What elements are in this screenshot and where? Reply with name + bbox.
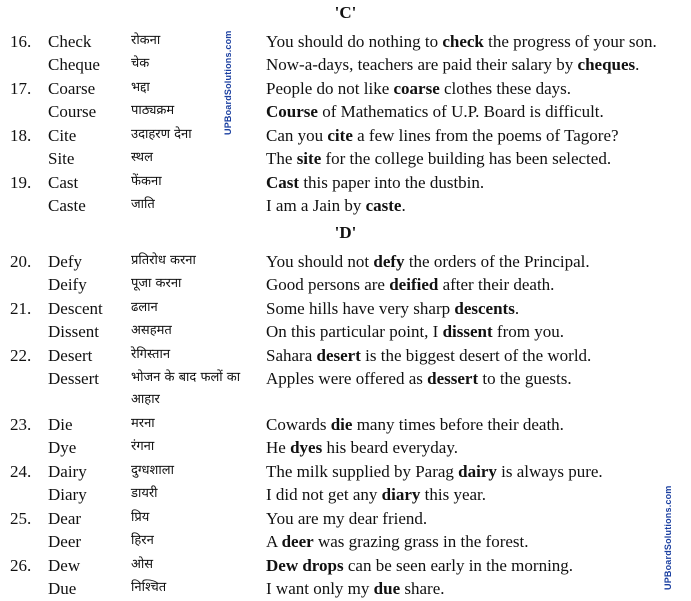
list-item <box>0 53 691 76</box>
example-sentence <box>266 124 619 147</box>
hindi-meaning: भोजन के बाद फलों का आहार <box>131 370 241 407</box>
sentence-text: I did not get any <box>266 485 382 504</box>
sentence-text: share. <box>400 579 445 598</box>
headword: Caste <box>48 196 86 215</box>
sentence-text: Sahara <box>266 346 317 365</box>
example-sentence <box>266 250 590 273</box>
sentence-text: You should do nothing to <box>266 32 443 51</box>
sentence-text: Cowards <box>266 415 331 434</box>
list-item <box>0 194 691 217</box>
list-item <box>0 507 691 530</box>
sentence-keyword: diary <box>381 485 421 504</box>
entry-number: 19. <box>10 173 32 192</box>
entry-number: 22. <box>10 346 32 365</box>
list-item <box>0 124 691 147</box>
hindi-meaning: चेक <box>131 56 150 71</box>
list-item <box>0 436 691 459</box>
entry-number: 26. <box>10 556 32 575</box>
sentence-keyword: deer <box>281 532 314 551</box>
hindi-meaning: पूजा करना <box>131 276 182 291</box>
example-sentence <box>266 507 427 530</box>
sentence-text: You should not <box>266 252 374 271</box>
sentence-text: for the college building has been selected. <box>321 149 612 168</box>
hindi-meaning: स्थल <box>131 150 153 165</box>
sentence-text: of Mathematics of U.P. Board is difficult. <box>317 102 604 121</box>
sentence-text: The milk supplied by Parag <box>266 462 459 481</box>
sentence-text: . <box>514 299 520 318</box>
sentence-text: Some hills have very sharp <box>266 299 455 318</box>
example-sentence <box>266 577 445 600</box>
hindi-meaning: रंगना <box>131 439 155 454</box>
sentence-text: I am a Jain by <box>266 196 366 215</box>
list-item <box>0 147 691 170</box>
headword: Dear <box>48 509 82 528</box>
headword: Dissent <box>48 322 99 341</box>
sentence-text: On this particular point, I <box>266 322 443 341</box>
list-item <box>0 577 691 600</box>
sentence-text: Good persons are <box>266 275 390 294</box>
example-sentence <box>266 194 406 217</box>
sentence-keyword: caste <box>365 196 402 215</box>
headword: Diary <box>48 485 87 504</box>
hindi-meaning: उदाहरण देना <box>131 127 192 142</box>
sentence-text: . <box>401 196 406 215</box>
sentence-keyword: desert <box>316 346 361 365</box>
example-sentence <box>266 436 458 459</box>
headword: Defy <box>48 252 82 271</box>
sentence-keyword: deified <box>389 275 439 294</box>
sentence-keyword: due <box>373 579 401 598</box>
list-item <box>0 30 691 53</box>
example-sentence <box>266 147 611 170</box>
sentence-text: after their death. <box>438 275 555 294</box>
sentence-keyword: site <box>296 149 322 168</box>
sentence-keyword: die <box>330 415 353 434</box>
headword: Coarse <box>48 79 96 98</box>
sentence-text: Now-a-days, teachers are paid their salary by <box>266 55 578 74</box>
list-item <box>0 250 691 273</box>
sentence-text: . <box>635 55 640 74</box>
sentence-keyword: dessert <box>427 369 479 388</box>
sentence-keyword: dyes <box>290 438 323 457</box>
headword: Dairy <box>48 462 87 481</box>
section-heading-d: 'D' <box>334 223 357 242</box>
hindi-meaning: पाठ्यक्रम <box>131 103 175 118</box>
hindi-meaning: जाति <box>131 197 155 212</box>
section-heading-c: 'C' <box>334 3 357 22</box>
hindi-meaning: भद्दा <box>131 80 150 95</box>
sentence-keyword: descents <box>454 299 515 318</box>
example-sentence <box>266 77 571 100</box>
sentence-text: this paper into the dustbin. <box>299 173 485 192</box>
example-sentence <box>266 460 603 483</box>
headword: Cite <box>48 126 77 145</box>
sentence-text: Apples were offered as <box>266 369 428 388</box>
sentence-keyword: defy <box>373 252 405 271</box>
headword: Deify <box>48 275 87 294</box>
list-item <box>0 530 691 553</box>
sentence-text: many times before their death. <box>352 415 564 434</box>
hindi-meaning: प्रिय <box>131 510 150 525</box>
list-item <box>0 297 691 320</box>
headword: Course <box>48 102 97 121</box>
headword: Cast <box>48 173 79 192</box>
sentence-text: was grazing grass in the forest. <box>313 532 529 551</box>
headword: Desert <box>48 346 93 365</box>
headword: Dew <box>48 556 81 575</box>
hindi-meaning: दुग्धशाला <box>131 463 174 478</box>
example-sentence <box>266 30 657 53</box>
example-sentence <box>266 320 564 343</box>
list-item <box>0 483 691 506</box>
example-sentence <box>266 273 554 296</box>
sentence-text: People do not like <box>266 79 394 98</box>
sentence-text: to the guests. <box>478 369 572 388</box>
sentence-keyword: check <box>442 32 484 51</box>
example-sentence <box>266 483 486 506</box>
entry-number: 16. <box>10 32 32 51</box>
headword: Check <box>48 32 92 51</box>
entry-number: 18. <box>10 126 32 145</box>
list-item <box>0 100 691 123</box>
headword: Die <box>48 415 73 434</box>
sentence-text: clothes these days. <box>439 79 571 98</box>
sentence-text: The <box>266 149 297 168</box>
entry-number: 24. <box>10 462 32 481</box>
headword: Cheque <box>48 55 100 74</box>
headword: Dye <box>48 438 77 457</box>
hindi-meaning: हिरन <box>131 533 154 548</box>
headword: Deer <box>48 532 82 551</box>
sentence-text: this year. <box>420 485 487 504</box>
headword: Descent <box>48 299 103 318</box>
sentence-text: A <box>266 532 282 551</box>
sentence-keyword: cite <box>327 126 353 145</box>
sentence-keyword: dairy <box>458 462 497 481</box>
hindi-meaning: रोकना <box>131 33 161 48</box>
watermark-bottom: UPBoardSolutions.com <box>663 485 673 590</box>
headword: Due <box>48 579 77 598</box>
sentence-keyword: Course <box>266 102 318 121</box>
example-sentence <box>266 297 519 320</box>
sentence-text: is the biggest desert of the world. <box>360 346 592 365</box>
entry-number: 17. <box>10 79 32 98</box>
hindi-meaning: डायरी <box>131 486 158 501</box>
sentence-keyword: cheques <box>577 55 636 74</box>
headword: Dessert <box>48 369 99 388</box>
example-sentence <box>266 367 572 390</box>
hindi-meaning: रेगिस्तान <box>131 347 171 362</box>
example-sentence <box>266 554 573 577</box>
hindi-meaning: फेंकना <box>131 174 162 189</box>
sentence-text: is always pure. <box>496 462 603 481</box>
example-sentence <box>266 413 564 436</box>
sentence-text: the orders of the Principal. <box>404 252 590 271</box>
sentence-keyword: Cast <box>266 173 300 192</box>
sentence-text: the progress of your son. <box>483 32 657 51</box>
hindi-meaning: ओस <box>131 557 154 572</box>
watermark-top: UPBoardSolutions.com <box>223 30 233 135</box>
list-item <box>0 171 691 194</box>
entry-number: 20. <box>10 252 32 271</box>
list-item <box>0 273 691 296</box>
example-sentence <box>266 53 639 76</box>
sentence-text: You are my dear friend. <box>266 509 428 528</box>
sentence-text: Can you <box>266 126 328 145</box>
sentence-text: from you. <box>492 322 564 341</box>
example-sentence <box>266 344 591 367</box>
example-sentence <box>266 530 529 553</box>
hindi-meaning: ढलान <box>131 300 158 315</box>
list-item <box>0 554 691 577</box>
sentence-keyword: coarse <box>393 79 440 98</box>
list-item <box>0 77 691 100</box>
list-item <box>0 413 691 436</box>
sentence-text: his beard everyday. <box>322 438 458 457</box>
hindi-meaning: असहमत <box>131 323 172 338</box>
sentence-text: a few lines from the poems of Tagore? <box>352 126 619 145</box>
sentence-text: can be seen early in the morning. <box>343 556 574 575</box>
list-item <box>0 344 691 367</box>
list-item <box>0 460 691 483</box>
hindi-meaning: निश्चित <box>131 580 167 595</box>
sentence-keyword: Dew drops <box>266 556 344 575</box>
sentence-text: I want only my <box>266 579 374 598</box>
list-item <box>0 320 691 343</box>
entry-number: 25. <box>10 509 32 528</box>
sentence-keyword: dissent <box>442 322 493 341</box>
example-sentence <box>266 171 484 194</box>
sentence-text: He <box>266 438 291 457</box>
entry-number: 21. <box>10 299 32 318</box>
hindi-meaning: प्रतिरोध करना <box>131 253 196 268</box>
list-item <box>0 367 691 407</box>
example-sentence <box>266 100 604 123</box>
hindi-meaning: मरना <box>131 416 155 431</box>
headword: Site <box>48 149 75 168</box>
entry-number: 23. <box>10 415 32 434</box>
